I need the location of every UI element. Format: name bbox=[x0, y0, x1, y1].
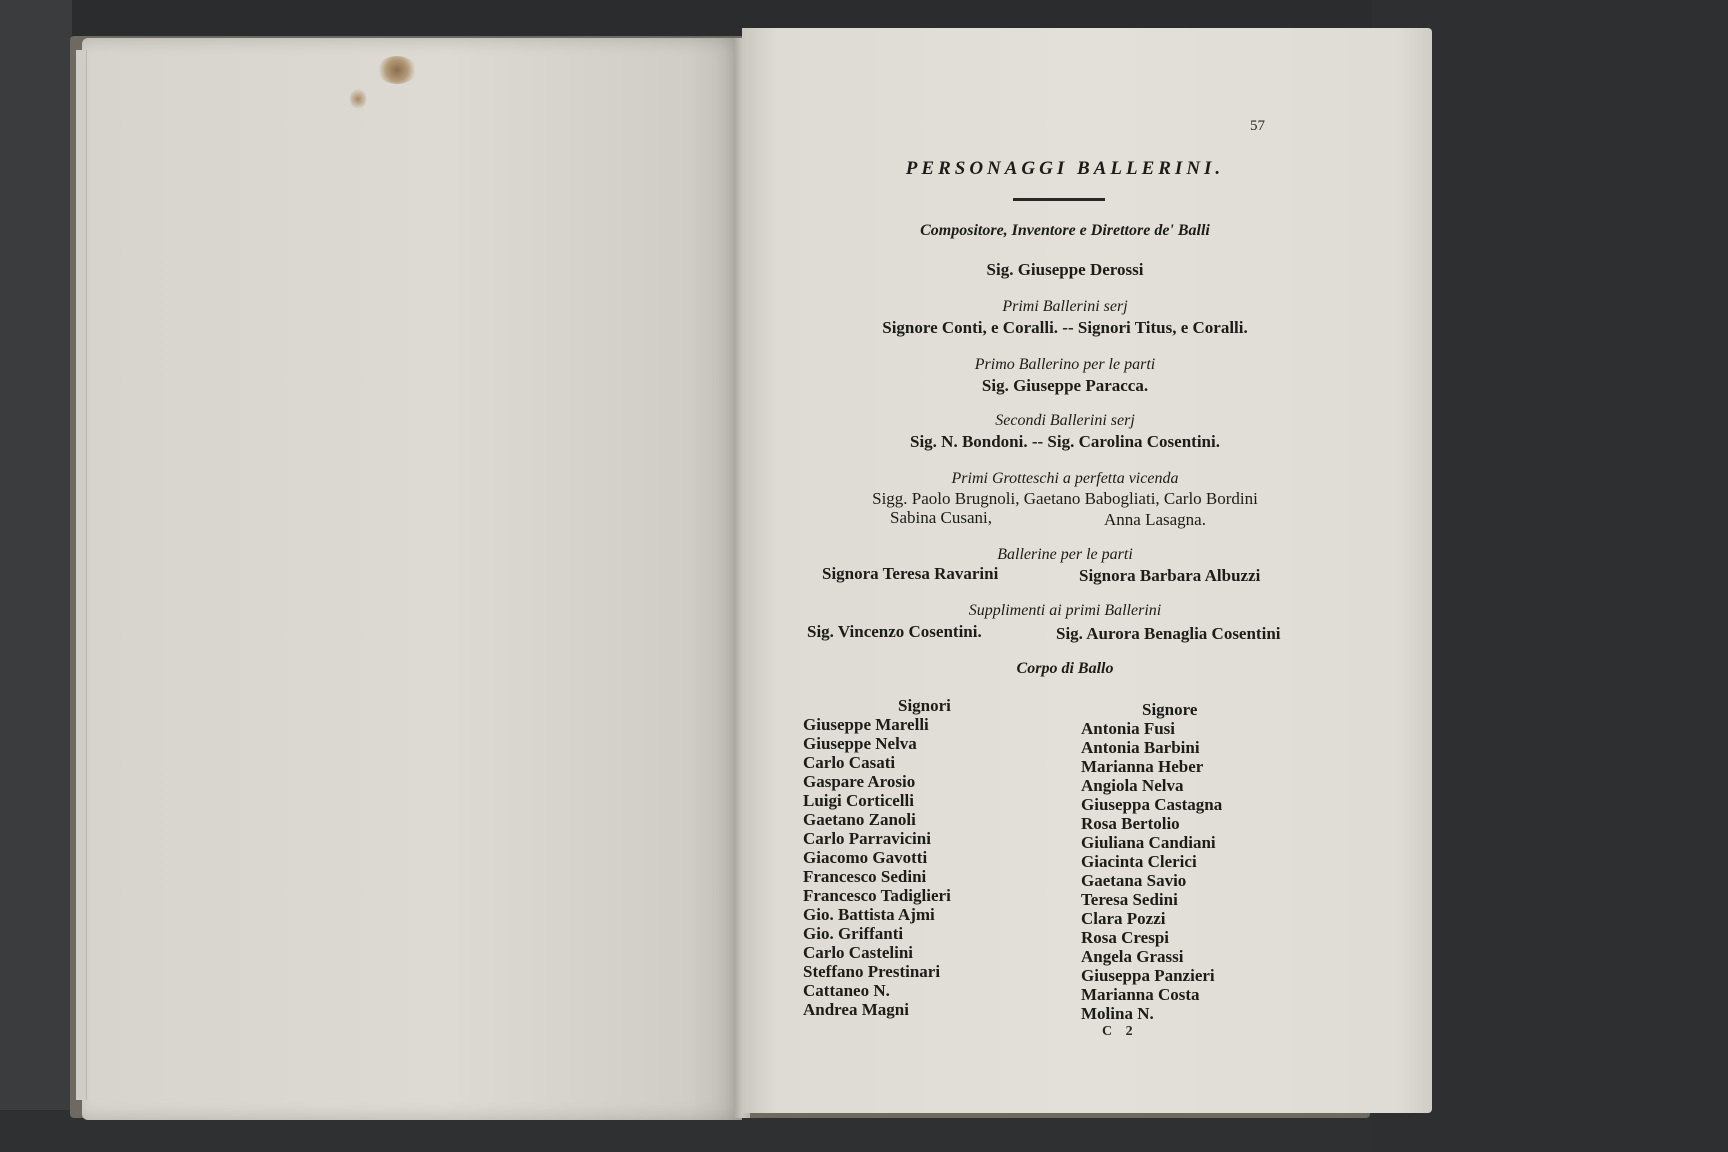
bleed-through-text bbox=[172, 188, 712, 1008]
corpo-di-ballo-heading: Corpo di Ballo bbox=[1016, 660, 1114, 677]
list-item: Rosa Crespi bbox=[1081, 928, 1169, 947]
section-heading-primi-ballerini: Primi Ballerini serj bbox=[1002, 298, 1128, 315]
list-item: Antonia Barbini bbox=[1081, 738, 1200, 757]
section-line-compositore: Sig. Giuseppe Derossi bbox=[986, 260, 1144, 279]
list-item: Giuseppe Nelva bbox=[803, 734, 917, 753]
section-heading-compositore: Compositore, Inventore e Direttore de' Balli bbox=[920, 222, 1210, 239]
section-line-grotteschi: Sigg. Paolo Brugnoli, Gaetano Babogliati, Carlo Bordini bbox=[872, 489, 1258, 508]
title-rule bbox=[1013, 198, 1105, 201]
list-item: Rosa Bertolio bbox=[1081, 814, 1180, 833]
ballerine-parti-ravarini: Signora Teresa Ravarini bbox=[822, 564, 999, 583]
list-item: Gaetano Zanoli bbox=[803, 810, 916, 829]
list-item: Giacinta Clerici bbox=[1081, 852, 1197, 871]
grotteschi-name-cusani: Sabina Cusani, bbox=[890, 508, 992, 527]
supplimenti-aurora: Sig. Aurora Benaglia Cosentini bbox=[1056, 624, 1281, 643]
section-heading-grotteschi: Primi Grotteschi a perfetta vicenda bbox=[951, 470, 1179, 487]
left-page bbox=[82, 38, 742, 1120]
list-item: Giuseppa Castagna bbox=[1081, 795, 1223, 814]
section-heading-secondi-ballerini: Secondi Ballerini serj bbox=[995, 412, 1135, 429]
page-title: PERSONAGGI BALLERINI. bbox=[905, 158, 1225, 179]
signore-list bbox=[1081, 719, 1222, 1023]
list-item: Marianna Costa bbox=[1081, 985, 1200, 1004]
list-item: Gio. Battista Ajmi bbox=[803, 905, 935, 924]
section-line-primo-ballerino: Sig. Giuseppe Paracca. bbox=[981, 376, 1149, 395]
list-item: Cattaneo N. bbox=[803, 981, 890, 1000]
list-item: Carlo Castelini bbox=[803, 943, 914, 962]
page-number: 57 bbox=[1250, 118, 1265, 134]
scan-background-left bbox=[0, 0, 72, 1152]
list-item: Carlo Parravicini bbox=[803, 829, 931, 848]
section-line-secondi-ballerini: Sig. N. Bondoni. -- Sig. Carolina Cosentini. bbox=[909, 432, 1220, 451]
list-item: Angela Grassi bbox=[1081, 947, 1184, 966]
section-heading-supplimenti: Supplimenti ai primi Ballerini bbox=[968, 602, 1162, 619]
signori-list bbox=[803, 715, 951, 1019]
list-item: Giuseppa Panzieri bbox=[1081, 966, 1215, 985]
list-item: Marianna Heber bbox=[1081, 757, 1204, 776]
section-heading-ballerine-parti: Ballerine per le parti bbox=[997, 546, 1133, 563]
list-item: Antonia Fusi bbox=[1081, 719, 1175, 738]
list-item: Francesco Tadiglieri bbox=[803, 886, 951, 905]
list-item: Molina N. bbox=[1081, 1004, 1154, 1023]
list-item: Steffano Prestinari bbox=[803, 962, 941, 981]
list-item: Gaetana Savio bbox=[1081, 871, 1187, 890]
list-item: Gaspare Arosio bbox=[803, 772, 916, 791]
foxing-stain bbox=[377, 56, 417, 84]
list-item: Giacomo Gavotti bbox=[803, 848, 928, 867]
signature-mark: C 2 bbox=[1102, 1024, 1138, 1039]
signore-column-label: Signore bbox=[1142, 700, 1198, 719]
list-item: Giuseppe Marelli bbox=[803, 715, 929, 734]
list-item: Francesco Sedini bbox=[803, 867, 927, 886]
ballerine-parti-albuzzi: Signora Barbara Albuzzi bbox=[1079, 566, 1261, 585]
page-stack-edge bbox=[76, 50, 87, 1100]
foxing-stain-small bbox=[350, 88, 366, 110]
list-item: Andrea Magni bbox=[803, 1000, 909, 1019]
list-item: Clara Pozzi bbox=[1081, 909, 1166, 928]
grotteschi-name-lasagna: Anna Lasagna. bbox=[1104, 510, 1206, 529]
list-item: Angiola Nelva bbox=[1081, 776, 1184, 795]
section-line-primi-ballerini: Signore Conti, e Coralli. -- Signori Titus, e Coralli. bbox=[882, 318, 1248, 337]
section-heading-primo-ballerino: Primo Ballerino per le parti bbox=[974, 356, 1156, 373]
list-item: Gio. Griffanti bbox=[803, 924, 904, 943]
supplimenti-vincenzo: Sig. Vincenzo Cosentini. bbox=[807, 622, 982, 641]
signori-column-label: Signori bbox=[898, 696, 951, 715]
list-item: Teresa Sedini bbox=[1081, 890, 1178, 909]
list-item: Giuliana Candiani bbox=[1081, 833, 1216, 852]
list-item: Luigi Corticelli bbox=[803, 791, 914, 810]
list-item: Carlo Casati bbox=[803, 753, 896, 772]
